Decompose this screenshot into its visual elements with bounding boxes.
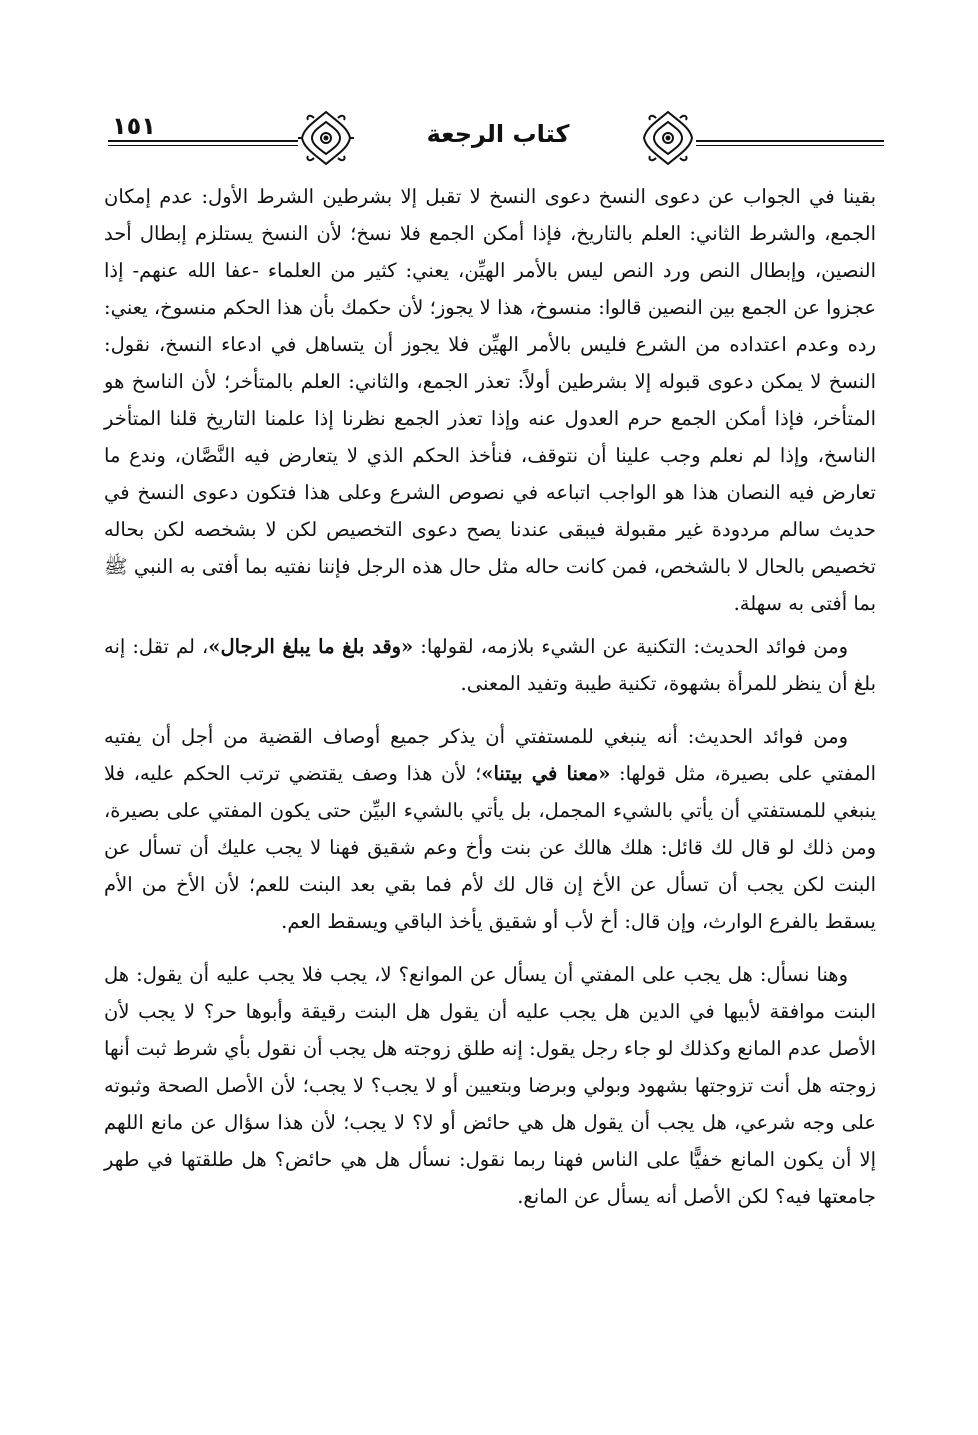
page-number: ١٥١ bbox=[112, 112, 156, 140]
paragraph-text: ومن فوائد الحديث: التكنية عن الشيء بلازمه، لقولها: bbox=[413, 635, 848, 658]
paragraph-text: ؛ لأن هذا وصف يقتضي ترتب الحكم عليه، فلا ينبغي للمستفتي أن يأتي بالشيء المجمل، بل يأتي بالشيء البيِّن حتى يكون المفتي على بصيرة، ومن ذلك لو قال لك قائل: هلك هالك عن بنت وأخ وعم شقيق فهنا لا يجب عليك أن تسأل عن البنت لكن يجب أن تسأل عن الأخ إن قال لك لأم فما بقي بعد البنت للعم؛ لأن الأخ من الأم يسقط بالفرع الوارث، وإن قال: أخ لأب أو شقيق يأخذ الباقي ويسقط العم. bbox=[104, 762, 876, 933]
paragraph-text: ، لم تقل: إنه بلغ أن ينظر للمرأة بشهوة، تكنية طيبة وتفيد المعنى. bbox=[104, 635, 876, 695]
header-rule-right bbox=[696, 140, 884, 146]
chapter-title: كتاب الرجعة bbox=[426, 120, 570, 148]
page-header bbox=[96, 104, 886, 172]
paragraph-text: ومن فوائد الحديث: أنه ينبغي للمستفتي أن يذكر جميع أوصاف القضية من أجل أن يفتيه المفتي على بصيرة، مثل قولها: bbox=[104, 725, 876, 785]
paragraph: بقينا في الجواب عن دعوى النسخ دعوى النسخ لا تقبل إلا بشرطين الشرط الأول: عدم إمكان الجمع، والشرط الثاني: العلم بالتاريخ، فإذا أمكن الجمع فلا نسخ؛ لأن النسخ يستلزم إبطال أحد النصين، وإبطال النص ورد النص ليس بالأمر الهيِّن، يعني: كثير من العلماء -عفا الله عنهم- إذا عجزوا عن الجمع بين النصين قالوا: منسوخ، هذا لا يجوز؛ لأن حكمك بأن هذا الحكم منسوخ، يعني: رده وعدم اعتداده من الشرع فليس بالأمر الهيِّن فلا يجوز أن يتساهل في ادعاء النسخ، نقول: النسخ لا يمكن دعوى قبوله إلا بشرطين أولاً: تعذر الجمع، والثاني: العلم بالمتأخر؛ لأن الناسخ هو المتأخر، فإذا أمكن الجمع حرم العدول عنه وإذا تعذر الجمع نظرنا إذا علمنا التاريخ قلنا المتأخر الناسخ، وإذا لم نعلم وجب علينا أن نتوقف، فنأخذ الحكم الذي لا يتعارض فيه النَّصَّان، وندع ما تعارض فيه النصان هذا هو الواجب اتباعه في نصوص الشرع وعلى هذا فتكون دعوى النسخ في حديث سالم مردودة غير مقبولة فيبقى عندنا يصح دعوى التخصيص لكن لا بشخصه لكن بحاله تخصيص بالحال لا بالشخص، فمن كانت حاله مثل حال هذه الرجل فإننا نفتيه بما أفتى به النبي ﷺ بما أفتى به سهلة. bbox=[104, 185, 876, 615]
floral-ornament-icon bbox=[298, 108, 354, 168]
quoted-hadith-text: «وقد بلغ ما يبلغ الرجال» bbox=[208, 635, 414, 658]
floral-ornament-icon bbox=[640, 108, 696, 168]
quoted-hadith-text: «معنا في بيتنا» bbox=[481, 762, 611, 785]
paragraph bbox=[104, 628, 876, 702]
paragraph bbox=[104, 718, 876, 940]
paragraph: وهنا نسأل: هل يجب على المفتي أن يسأل عن الموانع؟ لا، يجب فلا يجب عليه أن يقول: هل البنت موافقة لأبيها في الدين هل يجب عليه أن يقول هل البنت رقيقة وأبوها حر؟ لا يجب لأن الأصل عدم المانع وكذلك لو جاء رجل يقول: إنه طلق زوجته هل يجب أن نقول بأي شرط ثبت أنها زوجته هل أنت تزوجتها بشهود وبولي وبرضا وبتعيين أو لا يجب؟ لا يجب؛ لأن الأصل الصحة وثبوته على وجه شرعي، هل يجب أن يقول هل هي حائض أو لا؟ لا يجب؛ لأن هذا سؤال عن مانع اللهم إلا أن يكون المانع خفيًّا على الناس فهنا ربما نقول: نسأل هل هي حائض؟ هل طلقتها في طهر جامعتها فيه؟ لكن الأصل أنه يسأل عن المانع. bbox=[104, 963, 876, 1208]
body-text bbox=[104, 178, 876, 1215]
header-rule-left bbox=[108, 140, 298, 146]
